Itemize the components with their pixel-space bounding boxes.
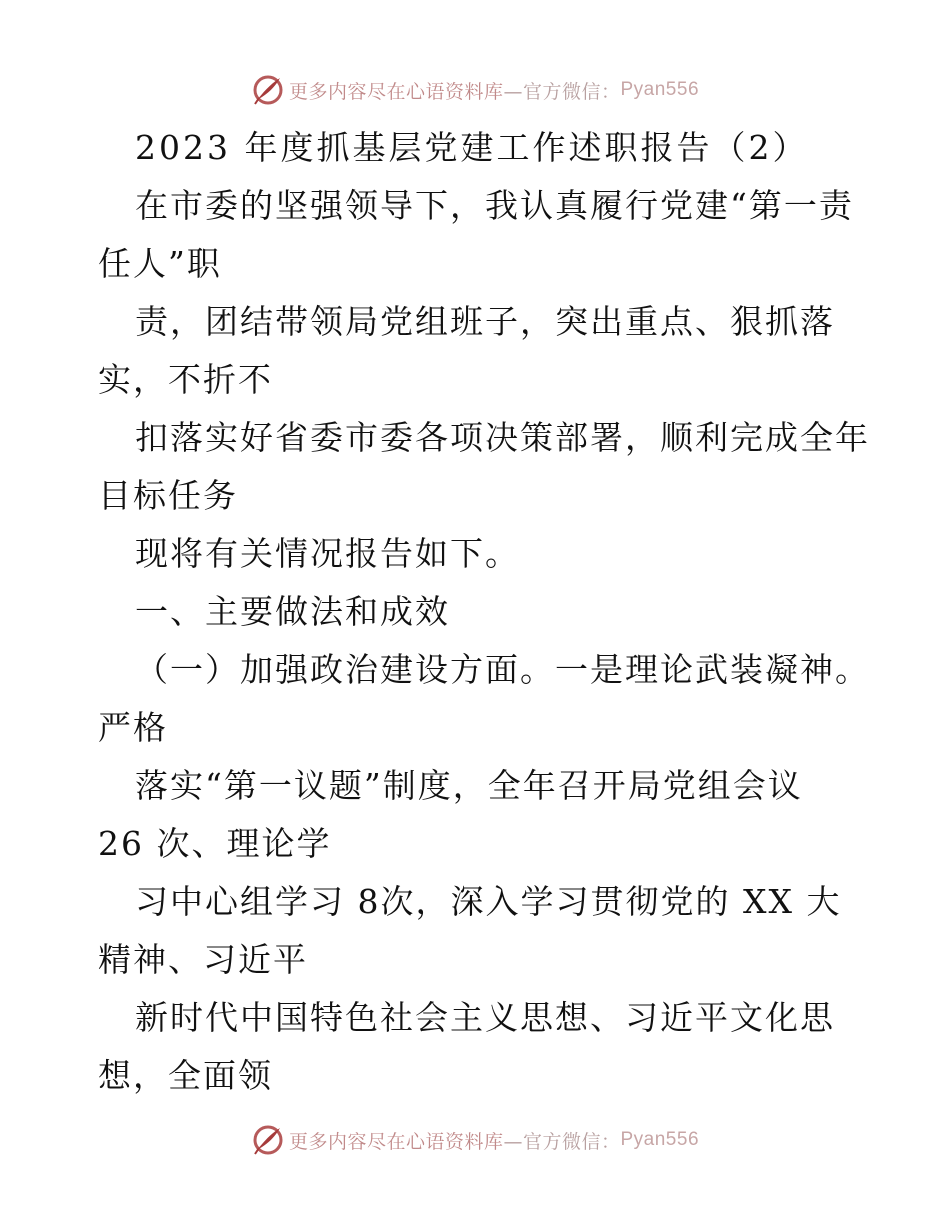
document-title: 2023 年度抓基层党建工作述职报告（2） [135, 128, 809, 167]
watermark-official-text: —官方微信： [503, 1130, 621, 1153]
text-line: 目标任务 [98, 476, 238, 515]
feather-seal-icon [251, 73, 285, 107]
watermark-official-text: —官方微信： [503, 80, 621, 103]
text-line: 落实“第一议题”制度，全年召开局党组会议 [135, 766, 803, 805]
text-line: 精神、习近平 [98, 940, 308, 979]
text-line: 在市委的坚强领导下，我认真履行党建“第一责 [135, 186, 854, 225]
text-line: 扣落实好省委市委各项决策部署，顺利完成全年 [135, 418, 870, 457]
text-line: 责，团结带领局党组班子，突出重点、狠抓落 [135, 302, 835, 341]
text-line: 一、主要做法和成效 [135, 592, 450, 631]
watermark-brand-text: 更多内容尽在心语资料库 [288, 80, 504, 103]
text-line: 现将有关情况报告如下。 [135, 534, 520, 573]
document-body [98, 119, 868, 1105]
watermark-wechat-id: Pyan556 [620, 79, 700, 100]
text-line: 习中心组学习 8次，深入学习贯彻党的 XX 大 [135, 882, 842, 921]
text-line: 想，全面领 [98, 1056, 273, 1095]
watermark-footer [0, 1118, 950, 1162]
text-line: 实，不折不 [98, 360, 273, 399]
watermark-brand-text: 更多内容尽在心语资料库 [288, 1130, 504, 1153]
text-line: 新时代中国特色社会主义思想、习近平文化思 [135, 998, 835, 1037]
text-line: 任人”职 [98, 244, 222, 283]
feather-seal-icon [251, 1123, 285, 1157]
text-line: 26 次、理论学 [98, 824, 332, 863]
text-line: 严格 [98, 708, 168, 747]
text-line: （一）加强政治建设方面。一是理论武装凝神。 [135, 650, 870, 689]
watermark-header [0, 68, 950, 112]
watermark-wechat-id: Pyan556 [620, 1129, 700, 1150]
